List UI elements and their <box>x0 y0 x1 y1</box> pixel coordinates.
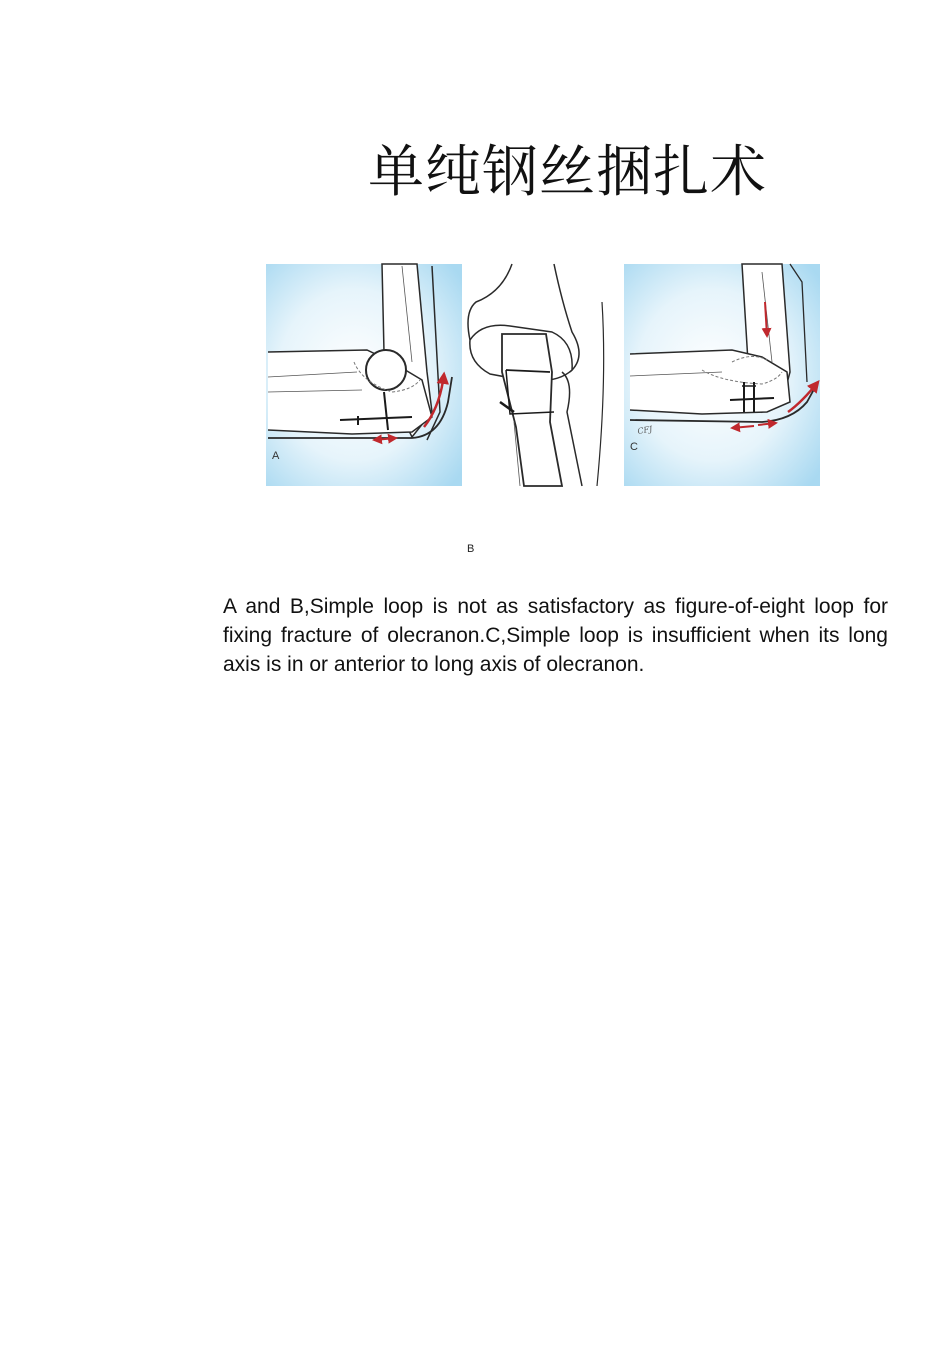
illustration-svg <box>262 262 822 490</box>
panel-b <box>466 264 618 486</box>
panel-a-label: A <box>272 450 280 462</box>
figure-caption: A and B,Simple loop is not as satisfactory as figure-of-eight loop for fixing fracture of olecranon.C,Simple loop is insufficient when its long axis is in or anterior to long axis of olecranon. <box>223 595 888 676</box>
figure-b-label: B <box>467 543 475 555</box>
olecranon-wiring-figure <box>262 262 822 490</box>
panel-a <box>266 264 462 486</box>
panel-c-label: C <box>630 441 638 453</box>
illustrator-signature: CFJ <box>636 424 654 436</box>
page-title: 单纯钢丝捆扎术 <box>368 140 767 205</box>
panel-c <box>624 264 820 486</box>
